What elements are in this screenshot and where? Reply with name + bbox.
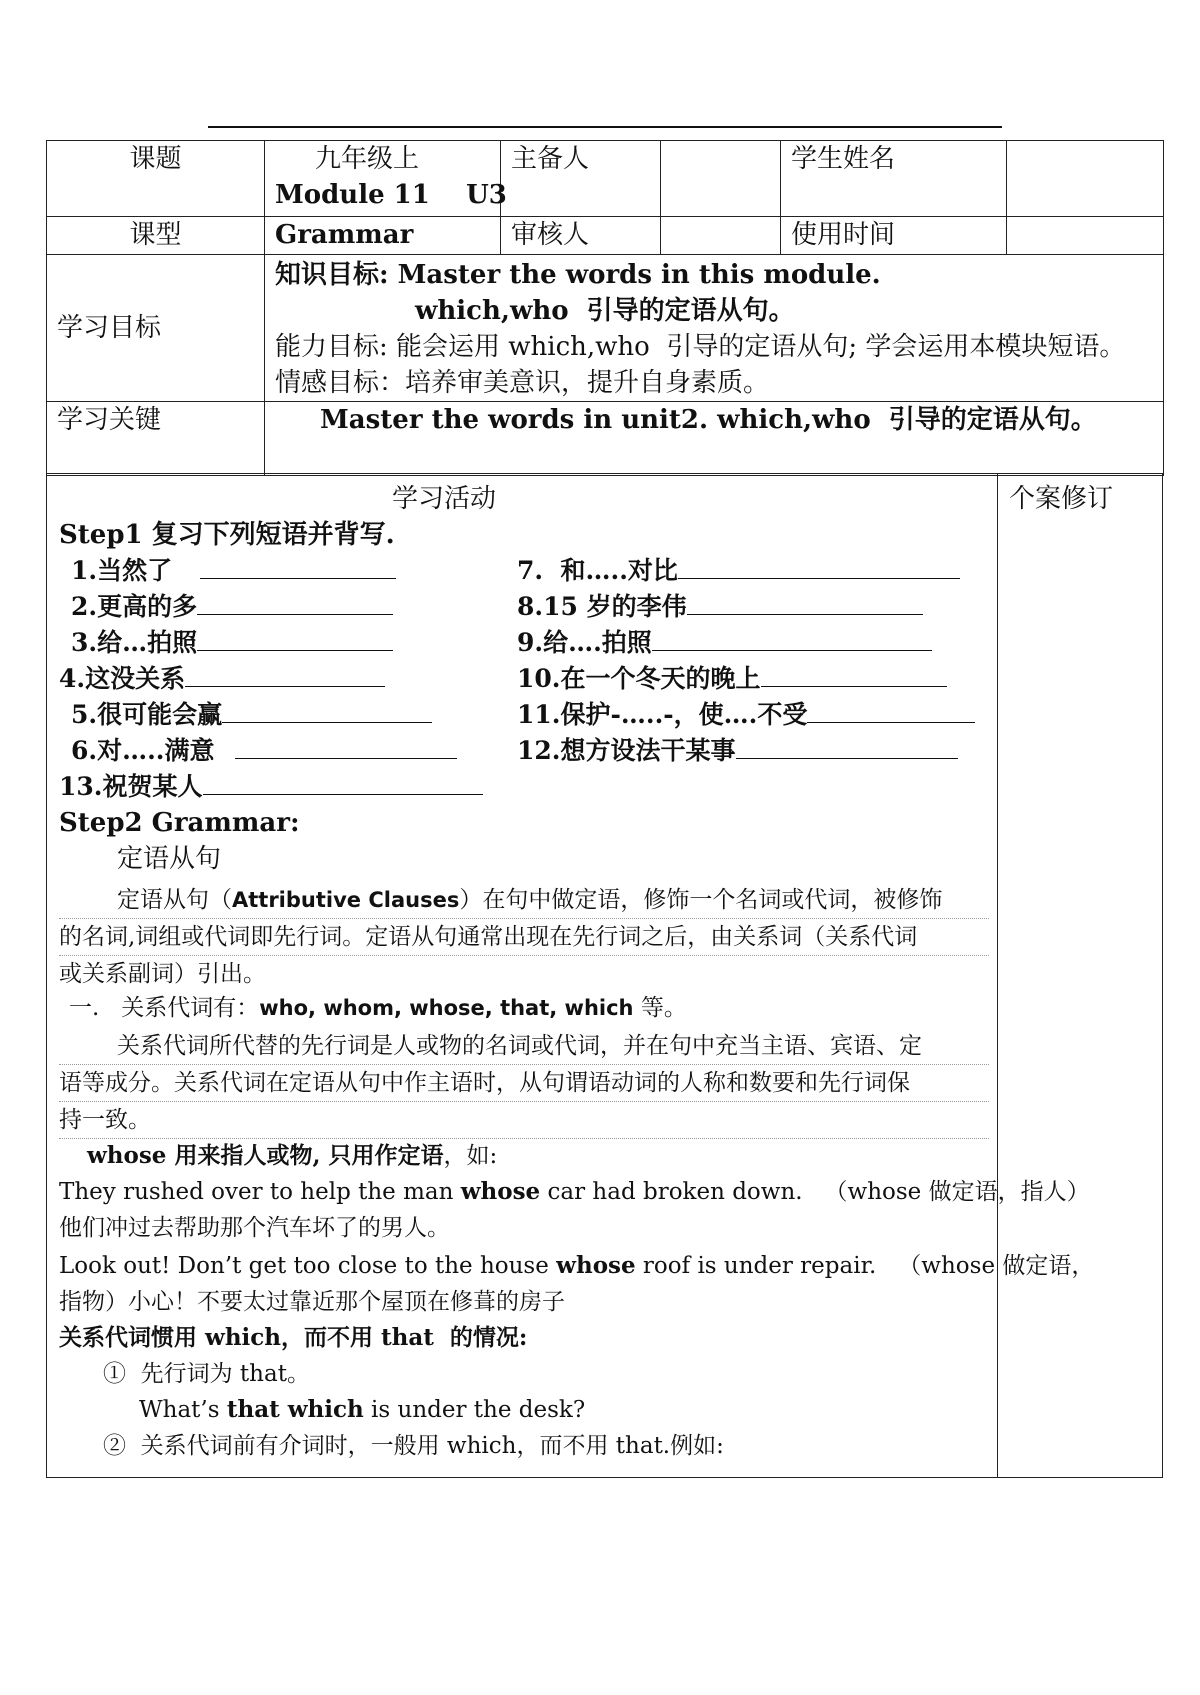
column-divider [997, 474, 998, 1477]
step1-heading: Step1 复习下列短语并背写. [59, 520, 395, 550]
time-value [1007, 217, 1164, 255]
relative-pronouns-desc [59, 1028, 989, 1139]
goal-knowledge-2: which,who 引导的定语从句。 [415, 296, 795, 326]
goals-label: 学习目标 [47, 255, 265, 402]
activity-section [46, 473, 1163, 1478]
topic-module: Module 11 U3 [275, 180, 507, 210]
goal-emotion: 情感目标：培养审美意识，提升自身素质。 [275, 368, 770, 398]
topic-label: 课题 [47, 141, 265, 217]
phrase-10: 10.在一个冬天的晚上 [517, 662, 947, 696]
whose-example-1 [59, 1174, 1090, 1246]
example-1-sentence: They rushed over to help the man whose car had broken down. （whose 做定语，指人） [59, 1178, 1090, 1205]
preparer-value [661, 141, 781, 217]
which-case-1: ① 先行词为 that。 [103, 1361, 310, 1387]
preparer-label: 主备人 [501, 141, 661, 217]
definition-line-2: 的名词,词组或代词即先行词。定语从句通常出现在先行词之后，由关系词（关系代词 [59, 919, 989, 956]
phrase-13: 13.祝贺某人 [59, 770, 483, 804]
reviewer-value [661, 217, 781, 255]
key-label: 学习关键 [47, 402, 265, 476]
type-value: Grammar [265, 217, 501, 255]
time-label: 使用时间 [781, 217, 1007, 255]
type-label: 课型 [47, 217, 265, 255]
rel-desc-line-2: 语等成分。关系代词在定语从句中作主语时，从句谓语动词的人称和数要和先行词保 [59, 1065, 989, 1102]
activity-title: 学习活动 [392, 484, 497, 514]
example-1-translation: 他们冲过去帮助那个汽车坏了的男人。 [59, 1215, 450, 1241]
header-table [46, 140, 1164, 476]
which-rule: 关系代词惯用 which，而不用 that 的情况: [59, 1324, 528, 1351]
rel-desc-line-1: 关系代词所代替的先行词是人或物的名词或代词，并在句中充当主语、宾语、定 [59, 1028, 989, 1065]
phrase-8: 8.15 岁的李伟 [517, 590, 923, 624]
phrase-11: 11.保护-…..-，使….不受 [517, 698, 975, 732]
phrase-3: 3.给…拍照 [71, 626, 393, 660]
whose-rule: whose 用来指人或物, 只用作定语，如: [87, 1142, 498, 1169]
student-value [1007, 141, 1164, 217]
phrase-4: 4.这没关系 [59, 662, 385, 696]
phrase-2: 2.更高的多 [71, 590, 393, 624]
goal-knowledge: 知识目标: Master the words in this module. [275, 260, 881, 290]
rel-desc-line-3: 持一致。 [59, 1102, 989, 1139]
phrase-12: 12.想方设法干某事 [517, 734, 958, 768]
definition-line-1: 定语从句（Attributive Clauses）在句中做定语，修饰一个名词或代词，被修饰 [59, 882, 989, 919]
topic-value [265, 141, 507, 217]
example-2-translation: 指物）小心！不要太过靠近那个屋顶在修葺的房子 [59, 1289, 565, 1315]
whose-example-2 [59, 1248, 1095, 1320]
topic-grade: 九年级上 [315, 144, 420, 174]
phrase-1: 1.当然了 [71, 554, 396, 588]
phrase-7: 7. 和…..对比 [517, 554, 960, 588]
goal-ability: 能力目标: 能会运用 which,who 引导的定语从句; 学会运用本模块短语。 [275, 332, 1126, 362]
goals-value [265, 255, 1164, 402]
grammar-subtitle: 定语从句 [117, 844, 222, 874]
reviewer-label: 审核人 [501, 217, 661, 255]
phrase-9: 9.给….拍照 [517, 626, 932, 660]
step2-heading: Step2 Grammar: [59, 808, 300, 838]
revision-column-title: 个案修订 [1009, 484, 1114, 514]
example-2-sentence: Look out! Don’t get too close to the house whose roof is under repair. （whose 做定语， [59, 1252, 1095, 1279]
which-case-1-example: What’s that which is under the desk? [139, 1396, 586, 1423]
key-value: Master the words in unit2. which,who 引导的定语从句。 [265, 402, 1164, 476]
which-case-2: ② 关系代词前有介词时，一般用 which，而不用 that.例如: [103, 1433, 724, 1459]
relative-pronouns-heading: 一. 关系代词有：who, whom, whose, that, which 等。 [69, 995, 687, 1021]
definition-line-3: 或关系副词）引出。 [59, 961, 266, 987]
definition-paragraph [59, 882, 989, 992]
phrase-6: 6.对…..满意 [71, 734, 457, 768]
student-label: 学生姓名 [781, 141, 1007, 217]
top-rule [208, 126, 1002, 128]
phrase-5: 5.很可能会赢 [71, 698, 432, 732]
